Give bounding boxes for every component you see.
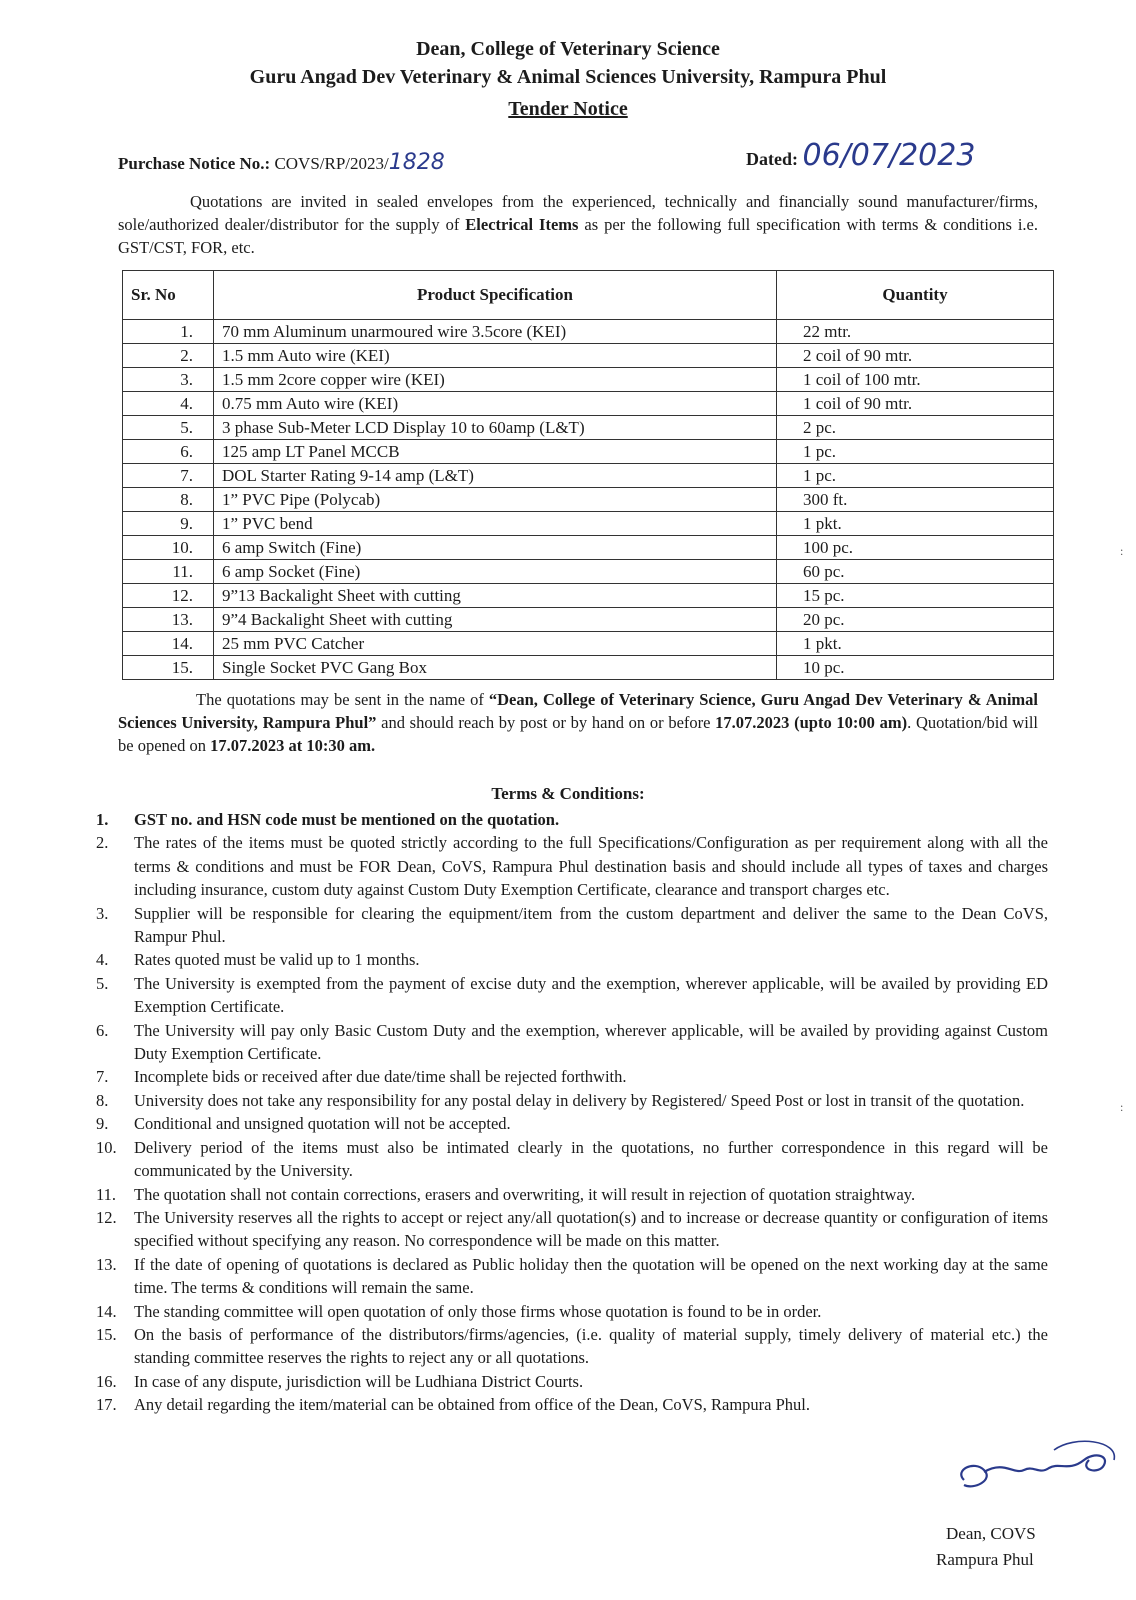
term-number: 14.	[96, 1301, 117, 1321]
specification-table	[122, 270, 1054, 680]
title-text: Tender Notice	[508, 98, 628, 120]
quantity-cell: 1 pkt.	[777, 512, 1054, 536]
header-sr-no: Sr. No	[123, 271, 214, 320]
term-item	[96, 831, 1048, 901]
term-number: 17.	[96, 1395, 117, 1415]
term-item	[96, 902, 1048, 949]
term-number: 10.	[96, 1137, 117, 1157]
product-cell: Single Socket PVC Gang Box	[214, 656, 777, 680]
date-label: Dated:	[746, 149, 798, 169]
term-text: GST no. and HSN code must be mentioned on the quotation.	[134, 810, 560, 829]
term-text: Supplier will be responsible for clearing the equipment/item from the custom department and deliver the same to the Dean CoVS, Rampur Phul.	[134, 903, 1048, 947]
product-cell: 6 amp Socket (Fine)	[214, 560, 777, 584]
sr-no-cell: 4.	[123, 392, 214, 416]
sr-no-cell: 12.	[123, 584, 214, 608]
table-body	[123, 320, 1054, 680]
product-cell: 9”4 Backalight Sheet with cutting	[214, 608, 777, 632]
term-item	[96, 1019, 1048, 1066]
sr-no-cell: 2.	[123, 344, 214, 368]
send-addressee: “Dean, College of Veterinary Science, Guru Angad Dev Veterinary & Animal Sciences University, Rampura Phul”	[118, 690, 1038, 732]
product-cell: 3 phase Sub-Meter LCD Display 10 to 60amp (L&T)	[214, 416, 777, 440]
term-number: 3.	[96, 903, 109, 923]
notice-date	[746, 138, 975, 173]
sr-no-cell: 15.	[123, 656, 214, 680]
table-row	[123, 584, 1054, 608]
quantity-cell: 300 ft.	[777, 488, 1054, 512]
quantity-cell: 15 pc.	[777, 584, 1054, 608]
term-item	[96, 1136, 1048, 1183]
quantity-cell: 2 coil of 90 mtr.	[777, 344, 1054, 368]
term-item	[96, 1112, 1048, 1135]
sr-no-cell: 1.	[123, 320, 214, 344]
term-number: 13.	[96, 1254, 117, 1274]
term-text: Delivery period of the items must also be intimated clearly in the quotations, no further correspondence in this regard will be communicated by the University.	[134, 1137, 1048, 1181]
product-cell: 1” PVC Pipe (Polycab)	[214, 488, 777, 512]
date-handwritten: 06/07/2023	[802, 138, 976, 173]
purchase-notice-number	[118, 150, 445, 175]
term-text: University does not take any responsibility for any postal delay in delivery by Registered/ Speed Post or lost in transit of the quotation.	[134, 1090, 1025, 1110]
table-row	[123, 632, 1054, 656]
table-row	[123, 536, 1054, 560]
term-item	[96, 808, 1048, 831]
quantity-cell: 1 pc.	[777, 440, 1054, 464]
term-text: The University will pay only Basic Custom Duty and the exemption, wherever applicable, will be availed by providing against Custom Duty Exemption Certificate.	[134, 1020, 1048, 1064]
term-number: 12.	[96, 1207, 117, 1227]
table-row	[123, 464, 1054, 488]
quantity-cell: 10 pc.	[777, 656, 1054, 680]
term-item	[96, 972, 1048, 1019]
term-number: 5.	[96, 973, 109, 993]
product-cell: 125 amp LT Panel MCCB	[214, 440, 777, 464]
quantity-cell: 1 pkt.	[777, 632, 1054, 656]
term-text: The rates of the items must be quoted strictly according to the full Specifications/Configuration as per requirement along with all the terms & conditions and must be FOR Dean, CoVS, Rampura Phul destination basis and should include all types of taxes and charges including insurance, custom duty against Custom Duty Exemption Certificate, clearance and transport charges etc.	[134, 833, 1048, 900]
sr-no-cell: 11.	[123, 560, 214, 584]
term-text: The quotation shall not contain corrections, erasers and overwriting, it will result in rejection of quotation straightway.	[134, 1184, 916, 1204]
term-item	[96, 1089, 1048, 1112]
terms-title: Terms & Conditions:	[491, 784, 645, 803]
product-cell: 1” PVC bend	[214, 512, 777, 536]
sr-no-cell: 14.	[123, 632, 214, 656]
table-row	[123, 344, 1054, 368]
quantity-cell: 1 coil of 90 mtr.	[777, 392, 1054, 416]
send-opening-time: 17.07.2023 at 10:30 am.	[210, 736, 376, 755]
submission-paragraph	[118, 688, 1038, 757]
term-item	[96, 1370, 1048, 1393]
signature-icon	[944, 1430, 1124, 1510]
table-row	[123, 560, 1054, 584]
table-header-row	[123, 271, 1054, 320]
intro-text-2: as per the following full specification with terms & conditions i.e. GST/CST, FOR, etc.	[118, 215, 1039, 257]
header-line-2: Guru Angad Dev Veterinary & Animal Sciences University, Rampura Phul	[249, 66, 887, 88]
term-number: 11.	[96, 1184, 117, 1204]
term-text: If the date of opening of quotations is declared as Public holiday then the quotation will be opened on the next working day at the same time. The terms & conditions will remain the same.	[134, 1254, 1048, 1298]
intro-text-1: Quotations are invited in sealed envelopes from the experienced, technically and financially sound manufacturer/firms, sole/authorized dealer/distributor for the supply of	[118, 192, 1038, 234]
term-number: 8.	[96, 1090, 109, 1110]
send-deadline: 17.07.2023 (upto 10:00 am)	[715, 713, 908, 732]
table-row	[123, 416, 1054, 440]
sr-no-cell: 7.	[123, 464, 214, 488]
product-cell: DOL Starter Rating 9-14 amp (L&T)	[214, 464, 777, 488]
term-text: Rates quoted must be valid up to 1 months.	[134, 950, 420, 970]
quantity-cell: 2 pc.	[777, 416, 1054, 440]
term-item	[96, 1065, 1048, 1088]
term-item	[96, 1323, 1048, 1370]
sr-no-cell: 5.	[123, 416, 214, 440]
signatory-place: Rampura Phul	[936, 1550, 1034, 1569]
term-item	[96, 1300, 1048, 1323]
intro-paragraph	[118, 190, 1038, 259]
purchase-label: Purchase Notice No.:	[118, 154, 271, 173]
header-quantity: Quantity	[777, 271, 1054, 320]
term-text: On the basis of performance of the distributors/firms/agencies, (i.e. quality of material supply, timely delivery of material etc.) the standing committee reserves the rights to reject any or all quotations.	[134, 1324, 1048, 1368]
send-text-2: and should reach by post or by hand on or before	[376, 713, 716, 732]
header-line-1: Dean, College of Veterinary Science	[416, 38, 720, 60]
term-item	[96, 1206, 1048, 1253]
table-row	[123, 656, 1054, 680]
term-item	[96, 1183, 1048, 1206]
term-text: The standing committee will open quotation of only those firms whose quotation is found to be in order.	[134, 1301, 822, 1321]
term-text: The University reserves all the rights to accept or reject any/all quotation(s) and to increase or decrease quantity or configuration of items specified without specifying any reason. No correspondence will be made on this matter.	[134, 1207, 1048, 1251]
table-row	[123, 512, 1054, 536]
send-text-3: . Quotation/bid will be opened on	[118, 713, 1038, 755]
term-text: Any detail regarding the item/material can be obtained from office of the Dean, CoVS, Rampura Phul.	[134, 1395, 810, 1415]
table-row	[123, 320, 1054, 344]
table-row	[123, 368, 1054, 392]
scan-speck: :	[1120, 1100, 1124, 1114]
product-cell: 1.5 mm Auto wire (KEI)	[214, 344, 777, 368]
quantity-cell: 1 coil of 100 mtr.	[777, 368, 1054, 392]
table-row	[123, 608, 1054, 632]
send-text-1: The quotations may be sent in the name of	[196, 690, 489, 709]
purchase-handwritten-number: 1828	[388, 150, 445, 175]
signatory-name: Dean, COVS	[946, 1524, 1036, 1543]
term-number: 4.	[96, 950, 109, 970]
sr-no-cell: 9.	[123, 512, 214, 536]
product-cell: 70 mm Aluminum unarmoured wire 3.5core (KEI)	[214, 320, 777, 344]
scan-speck: :	[1120, 544, 1124, 558]
product-cell: 1.5 mm 2core copper wire (KEI)	[214, 368, 777, 392]
term-item	[96, 1253, 1048, 1300]
sr-no-cell: 13.	[123, 608, 214, 632]
document-title	[0, 98, 1136, 121]
product-cell: 9”13 Backalight Sheet with cutting	[214, 584, 777, 608]
product-cell: 0.75 mm Auto wire (KEI)	[214, 392, 777, 416]
quantity-cell: 1 pc.	[777, 464, 1054, 488]
term-number: 16.	[96, 1371, 117, 1391]
sr-no-cell: 8.	[123, 488, 214, 512]
intro-bold: Electrical Items	[465, 215, 579, 234]
term-number: 6.	[96, 1020, 109, 1040]
purchase-prefix: COVS/RP/2023/	[274, 154, 389, 173]
product-cell: 25 mm PVC Catcher	[214, 632, 777, 656]
quantity-cell: 22 mtr.	[777, 320, 1054, 344]
term-text: Conditional and unsigned quotation will not be accepted.	[134, 1114, 511, 1134]
term-item	[96, 948, 1048, 971]
term-number: 15.	[96, 1324, 117, 1344]
quantity-cell: 60 pc.	[777, 560, 1054, 584]
term-text: The University is exempted from the payment of excise duty and the exemption, wherever applicable, will be availed by providing ED Exemption Certificate.	[134, 973, 1048, 1017]
term-number: 2.	[96, 833, 109, 853]
header-product-spec: Product Specification	[214, 271, 777, 320]
terms-list	[96, 808, 1048, 1417]
term-number: 9.	[96, 1114, 109, 1134]
sr-no-cell: 6.	[123, 440, 214, 464]
sr-no-cell: 3.	[123, 368, 214, 392]
sr-no-cell: 10.	[123, 536, 214, 560]
quantity-cell: 20 pc.	[777, 608, 1054, 632]
table-row	[123, 440, 1054, 464]
term-text: In case of any dispute, jurisdiction will be Ludhiana District Courts.	[134, 1371, 584, 1391]
product-cell: 6 amp Switch (Fine)	[214, 536, 777, 560]
term-text: Incomplete bids or received after due date/time shall be rejected forthwith.	[134, 1067, 627, 1087]
table-row	[123, 488, 1054, 512]
term-item	[96, 1393, 1048, 1416]
term-number: 1.	[96, 810, 109, 829]
quantity-cell: 100 pc.	[777, 536, 1054, 560]
table-row	[123, 392, 1054, 416]
term-number: 7.	[96, 1067, 109, 1087]
